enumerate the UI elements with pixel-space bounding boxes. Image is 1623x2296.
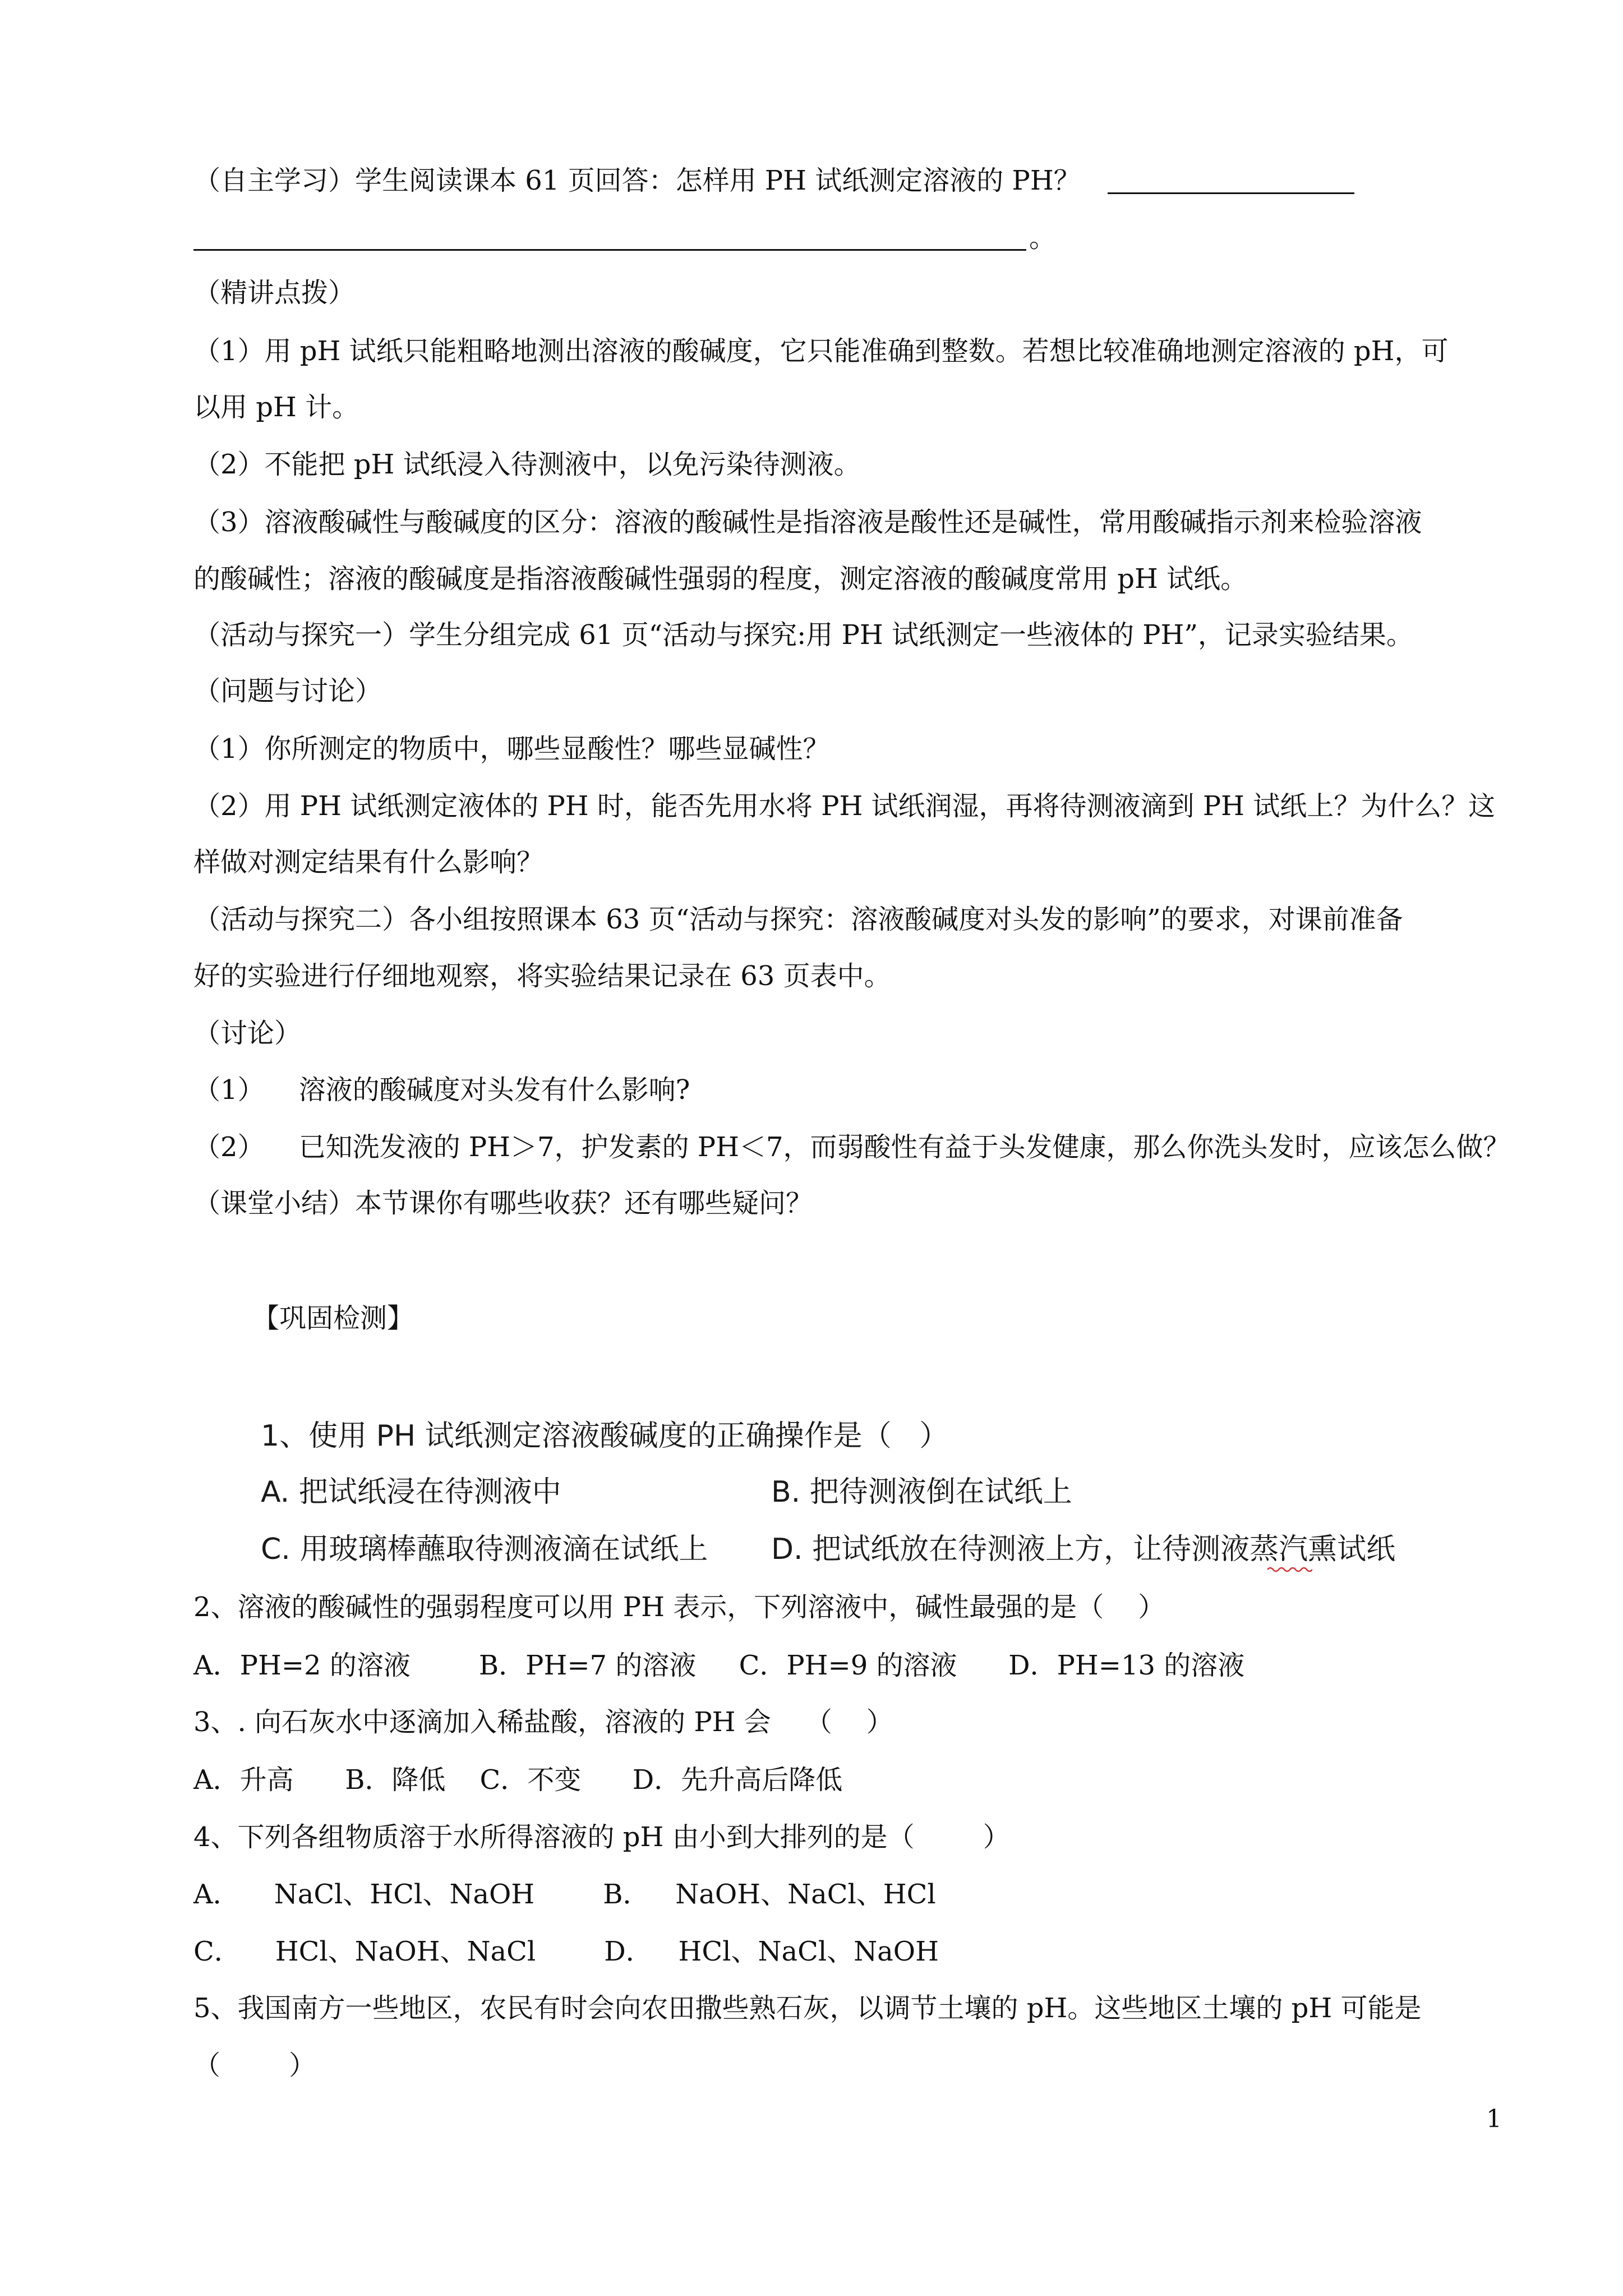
discussion-1-question-1: （1）你所测定的物质中，哪些显酸性？哪些显碱性？: [193, 733, 830, 765]
activity-1: （活动与探究一）学生分组完成 61 页“活动与探究:用 PH 试纸测定一些液体的 PH”，记录实验结果。: [193, 619, 1413, 651]
spellcheck-underline: [1267, 1566, 1312, 1573]
point-3-line-2: 的酸碱性；溶液的酸碱度是指溶液酸碱性强弱的程度，测定溶液的酸碱度常用 pH 试纸。: [193, 563, 1248, 595]
question-1-option-b: B. 把待测液倒在试纸上: [771, 1475, 1072, 1509]
activity-2-line-2: 好的实验进行仔细地观察，将实验结果记录在 63 页表中。: [193, 960, 891, 992]
section-heading-discussion-1: （问题与讨论）: [193, 675, 382, 707]
question-3-options: A．升高 B．降低 C．不变 D．先升高后降低: [193, 1764, 843, 1796]
question-5-answer-paren: （ ）: [193, 2050, 316, 2081]
question-5-stem: 5、我国南方一些地区，农民有时会向农田撒些熟石灰，以调节土壤的 pH。这些地区土壤的 pH 可能是: [193, 1993, 1422, 2024]
question-1-option-a: A. 把试纸浸在待测液中: [261, 1475, 561, 1509]
question-3-stem: 3、. 向石灰水中逐滴加入稀盐酸，溶液的 PH 会 （ ）: [193, 1706, 893, 1738]
intro-line: （自主学习）学生阅读课本 61 页回答：怎样用 PH 试纸测定溶液的 PH？: [193, 165, 1081, 196]
section-heading-jingjiang: （精讲点拨）: [193, 277, 356, 309]
question-1-option-c: C. 用玻璃棒蘸取待测液滴在试纸上: [261, 1533, 708, 1566]
question-4-options-row-2: C． HCl、NaOH、NaCl D． HCl、NaCl、NaOH: [193, 1936, 939, 1967]
question-2-stem: 2、溶液的酸碱性的强弱程度可以用 PH 表示，下列溶液中，碱性最强的是（ ）: [193, 1591, 1165, 1623]
point-1-line-1: （1）用 pH 试纸只能粗略地测出溶液的酸碱度，它只能准确到整数。若想比较准确地测定溶液的 pH，可: [193, 335, 1449, 367]
discussion-2-question-1: （1） 溶液的酸碱度对头发有什么影响?: [193, 1074, 690, 1106]
discussion-2-question-2: （2） 已知洗发液的 PH＞7，护发素的 PH＜7，而弱酸性有益于头发健康，那么你洗头发时，应该怎么做？: [193, 1131, 1510, 1163]
discussion-1-question-2-line-2: 样做对测定结果有什么影响？: [193, 846, 544, 878]
discussion-1-question-2-line-1: （2）用 PH 试纸测定液体的 PH 时，能否先用水将 PH 试纸润湿，再将待测液滴到 PH 试纸上？为什么？这: [193, 790, 1496, 822]
point-1-line-2: 以用 pH 计。: [193, 392, 359, 423]
point-3-line-1: （3）溶液酸碱性与酸碱度的区分：溶液的酸碱性是指溶液是酸性还是碱性，常用酸碱指示剂来检验溶液: [193, 507, 1422, 538]
class-summary: （课堂小结）本节课你有哪些收获？还有哪些疑问？: [193, 1188, 813, 1219]
question-1-option-d: D. 把试纸放在待测液上方，让待测液蒸汽熏试纸: [771, 1533, 1396, 1566]
section-heading-consolidation: 【巩固检测】: [252, 1303, 414, 1334]
question-2-options: A．PH=2 的溶液 B．PH=7 的溶液 C．PH=9 的溶液 D．PH=13 的溶液: [193, 1650, 1245, 1681]
page-number: 1: [1486, 2105, 1502, 2133]
question-1-stem: 1、使用 PH 试纸测定溶液酸碱度的正确操作是（ ）: [261, 1419, 949, 1453]
question-4-options-row-1: A． NaCl、HCl、NaOH B． NaOH、NaCl、HCl: [193, 1879, 936, 1910]
question-4-stem: 4、下列各组物质溶于水所得溶液的 pH 由小到大排列的是（ ）: [193, 1821, 1010, 1853]
point-2: （2）不能把 pH 试纸浸入待测液中，以免污染待测液。: [193, 449, 861, 480]
answer-blank-1[interactable]: [1108, 192, 1354, 194]
answer-blank-2[interactable]: [193, 249, 1026, 251]
section-heading-discussion-2: （讨论）: [193, 1018, 302, 1049]
end-mark: 。: [1029, 222, 1057, 254]
activity-2-line-1: （活动与探究二）各小组按照课本 63 页“活动与探究：溶液酸碱度对头发的影响”的要求，对课前准备: [193, 904, 1403, 935]
